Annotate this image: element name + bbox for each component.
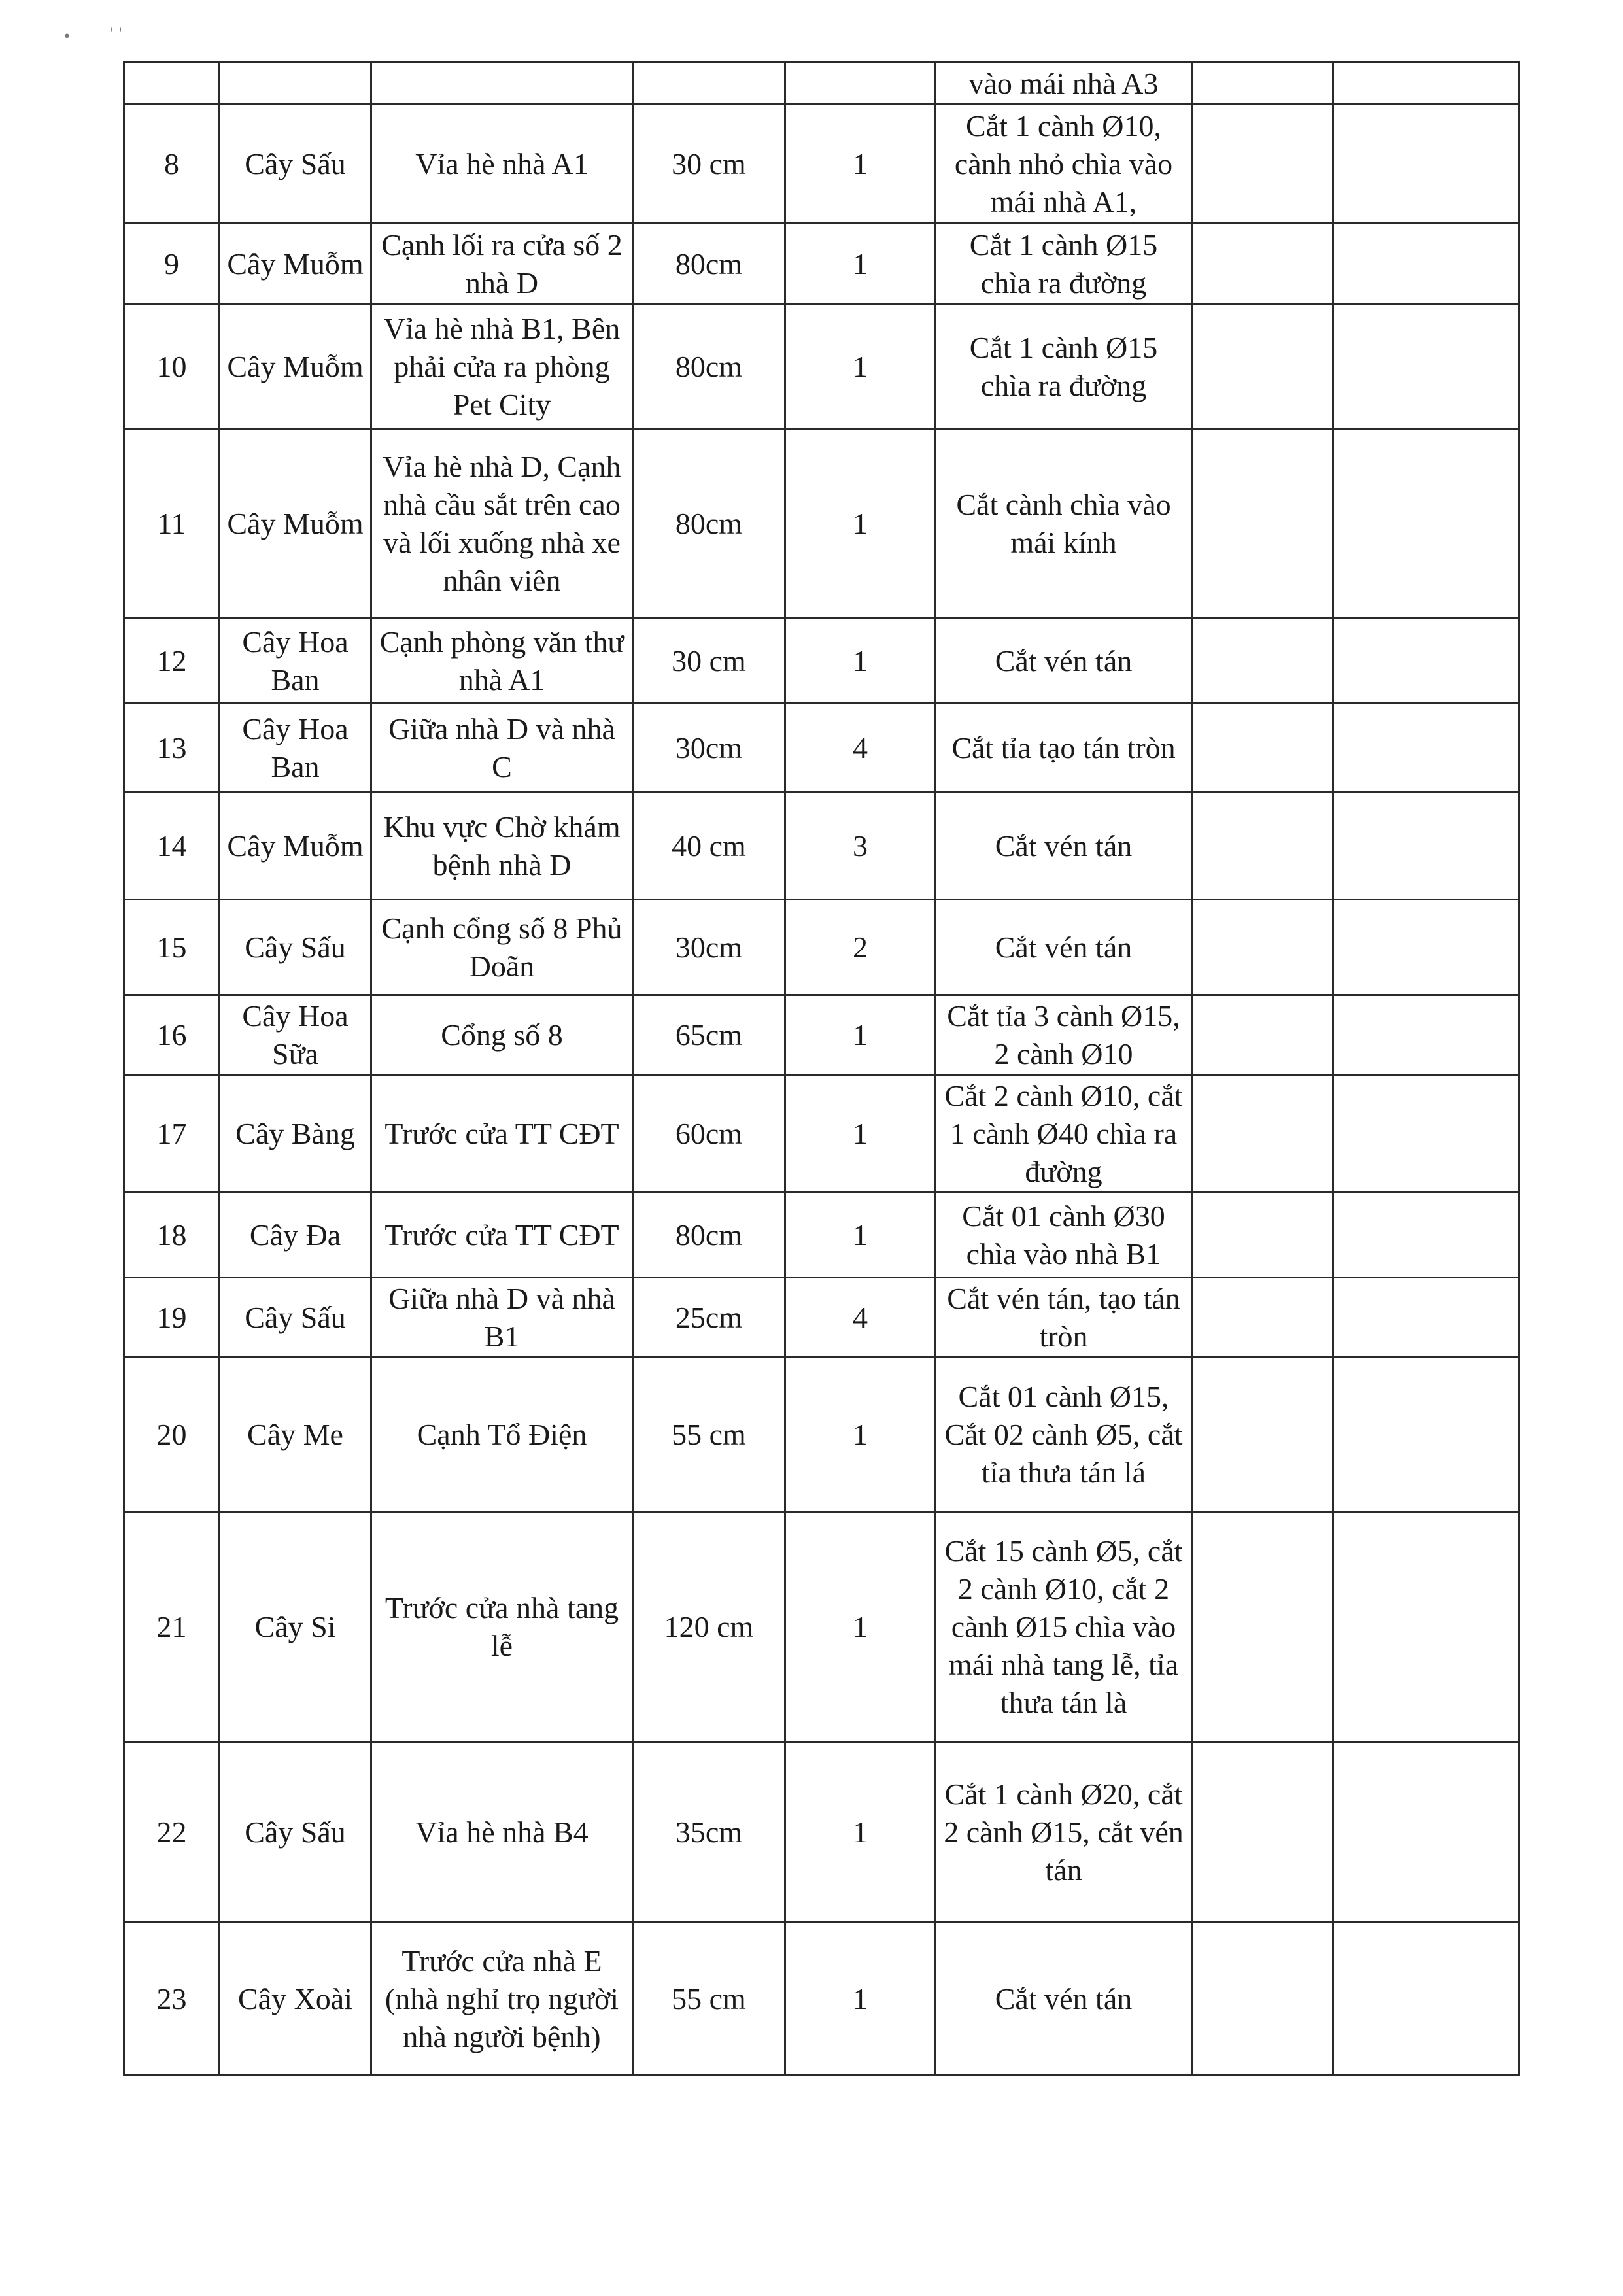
tree-name-cell: Cây Sấu	[220, 1742, 371, 1923]
location-cell: Giữa nhà D và nhà B1	[371, 1278, 633, 1358]
location-cell: Vỉa hè nhà B1, Bên phải cửa ra phòng Pet City	[371, 305, 633, 429]
empty-cell	[1333, 305, 1520, 429]
row-number-cell: 9	[124, 224, 220, 305]
location-cell	[371, 63, 633, 105]
empty-cell	[1333, 1512, 1520, 1742]
empty-cell	[1333, 429, 1520, 619]
tree-name-cell: Cây Muỗm	[220, 429, 371, 619]
location-cell: Vỉa hè nhà D, Cạnh nhà cầu sắt trên cao và lối xuống nhà xe nhân viên	[371, 429, 633, 619]
row-number-cell: 16	[124, 995, 220, 1075]
empty-cell	[1192, 105, 1333, 224]
empty-cell	[1333, 704, 1520, 793]
quantity-cell: 1	[785, 1923, 936, 2076]
quantity-cell: 1	[785, 995, 936, 1075]
empty-cell	[1192, 619, 1333, 704]
empty-cell	[1333, 995, 1520, 1075]
work-description-cell: Cắt vén tán	[936, 900, 1192, 995]
empty-cell	[1333, 63, 1520, 105]
table-row	[124, 63, 1520, 105]
row-number-cell: 18	[124, 1193, 220, 1278]
empty-cell	[1192, 1742, 1333, 1923]
table-row	[124, 1278, 1520, 1358]
quantity-cell: 1	[785, 1075, 936, 1193]
work-description-cell: Cắt 1 cành Ø20, cắt 2 cành Ø15, cắt vén tán	[936, 1742, 1192, 1923]
empty-cell	[1333, 1075, 1520, 1193]
table-row	[124, 793, 1520, 900]
work-description-cell: Cắt vén tán	[936, 793, 1192, 900]
quantity-cell: 1	[785, 105, 936, 224]
row-number-cell: 19	[124, 1278, 220, 1358]
work-description-cell: Cắt 1 cành Ø15 chìa ra đường	[936, 224, 1192, 305]
location-cell: Trước cửa nhà E (nhà nghỉ trọ người nhà người bệnh)	[371, 1923, 633, 2076]
location-cell: Giữa nhà D và nhà C	[371, 704, 633, 793]
quantity-cell: 4	[785, 1278, 936, 1358]
empty-cell	[1192, 1358, 1333, 1512]
tree-name-cell: Cây Sấu	[220, 900, 371, 995]
tree-name-cell: Cây Xoài	[220, 1923, 371, 2076]
tree-name-cell: Cây Sấu	[220, 105, 371, 224]
diameter-cell: 80cm	[633, 224, 785, 305]
work-description-cell: Cắt tỉa tạo tán tròn	[936, 704, 1192, 793]
work-description-cell: Cắt 01 cành Ø15, Cắt 02 cành Ø5, cắt tỉa thưa tán lá	[936, 1358, 1192, 1512]
empty-cell	[1333, 793, 1520, 900]
scan-mark-left: •	[63, 29, 71, 45]
location-cell: Cạnh phòng văn thư nhà A1	[371, 619, 633, 704]
table-row	[124, 1358, 1520, 1512]
diameter-cell: 30cm	[633, 900, 785, 995]
work-description-cell: Cắt 15 cành Ø5, cắt 2 cành Ø10, cắt 2 cành Ø15 chìa vào mái nhà tang lễ, tỉa thưa tán là	[936, 1512, 1192, 1742]
table-row	[124, 1075, 1520, 1193]
empty-cell	[1333, 105, 1520, 224]
work-description-cell: Cắt vén tán	[936, 619, 1192, 704]
row-number-cell: 21	[124, 1512, 220, 1742]
quantity-cell: 1	[785, 1358, 936, 1512]
tree-name-cell: Cây Bàng	[220, 1075, 371, 1193]
quantity-cell: 1	[785, 429, 936, 619]
location-cell: Vỉa hè nhà B4	[371, 1742, 633, 1923]
diameter-cell: 80cm	[633, 1193, 785, 1278]
work-description-cell: Cắt vén tán, tạo tán tròn	[936, 1278, 1192, 1358]
empty-cell	[1192, 1923, 1333, 2076]
row-number-cell: 17	[124, 1075, 220, 1193]
table-row	[124, 704, 1520, 793]
empty-cell	[1333, 1193, 1520, 1278]
location-cell: Vỉa hè nhà A1	[371, 105, 633, 224]
row-number-cell: 13	[124, 704, 220, 793]
tree-name-cell: Cây Si	[220, 1512, 371, 1742]
scan-mark-right: ' '	[110, 26, 123, 43]
diameter-cell: 80cm	[633, 305, 785, 429]
table-row	[124, 1512, 1520, 1742]
empty-cell	[1192, 1278, 1333, 1358]
empty-cell	[1192, 224, 1333, 305]
empty-cell	[1333, 900, 1520, 995]
tree-name-cell: Cây Sấu	[220, 1278, 371, 1358]
tree-name-cell: Cây Muỗm	[220, 793, 371, 900]
diameter-cell: 120 cm	[633, 1512, 785, 1742]
row-number-cell: 11	[124, 429, 220, 619]
work-description-cell: Cắt 1 cành Ø10, cành nhỏ chìa vào mái nhà A1,	[936, 105, 1192, 224]
quantity-cell: 4	[785, 704, 936, 793]
empty-cell	[1192, 995, 1333, 1075]
location-cell: Trước cửa TT CĐT	[371, 1193, 633, 1278]
diameter-cell: 25cm	[633, 1278, 785, 1358]
diameter-cell: 35cm	[633, 1742, 785, 1923]
empty-cell	[1333, 1923, 1520, 2076]
diameter-cell: 60cm	[633, 1075, 785, 1193]
tree-name-cell	[220, 63, 371, 105]
empty-cell	[1192, 429, 1333, 619]
empty-cell	[1192, 704, 1333, 793]
quantity-cell: 2	[785, 900, 936, 995]
row-number-cell: 8	[124, 105, 220, 224]
row-number-cell: 22	[124, 1742, 220, 1923]
location-cell: Trước cửa nhà tang lễ	[371, 1512, 633, 1742]
quantity-cell: 1	[785, 224, 936, 305]
tree-name-cell: Cây Muỗm	[220, 305, 371, 429]
empty-cell	[1192, 1512, 1333, 1742]
table-body	[124, 63, 1520, 2076]
work-description-cell: Cắt vén tán	[936, 1923, 1192, 2076]
quantity-cell: 1	[785, 1512, 936, 1742]
empty-cell	[1192, 900, 1333, 995]
tree-name-cell: Cây Muỗm	[220, 224, 371, 305]
empty-cell	[1333, 1278, 1520, 1358]
empty-cell	[1333, 619, 1520, 704]
table-row	[124, 429, 1520, 619]
diameter-cell: 55 cm	[633, 1923, 785, 2076]
table-row	[124, 619, 1520, 704]
location-cell: Khu vực Chờ khám bệnh nhà D	[371, 793, 633, 900]
tree-name-cell: Cây Hoa Ban	[220, 704, 371, 793]
table-row	[124, 224, 1520, 305]
work-description-cell: vào mái nhà A3	[936, 63, 1192, 105]
diameter-cell: 40 cm	[633, 793, 785, 900]
tree-pruning-table-wrap	[123, 61, 1518, 2076]
location-cell: Trước cửa TT CĐT	[371, 1075, 633, 1193]
work-description-cell: Cắt 2 cành Ø10, cắt 1 cành Ø40 chìa ra đường	[936, 1075, 1192, 1193]
tree-name-cell: Cây Hoa Ban	[220, 619, 371, 704]
diameter-cell: 80cm	[633, 429, 785, 619]
diameter-cell: 55 cm	[633, 1358, 785, 1512]
diameter-cell: 30cm	[633, 704, 785, 793]
empty-cell	[1333, 1742, 1520, 1923]
row-number-cell: 14	[124, 793, 220, 900]
empty-cell	[1192, 1193, 1333, 1278]
tree-name-cell: Cây Me	[220, 1358, 371, 1512]
quantity-cell: 1	[785, 619, 936, 704]
table-row	[124, 995, 1520, 1075]
tree-name-cell: Cây Hoa Sữa	[220, 995, 371, 1075]
work-description-cell: Cắt tỉa 3 cành Ø15, 2 cành Ø10	[936, 995, 1192, 1075]
diameter-cell: 30 cm	[633, 619, 785, 704]
row-number-cell: 15	[124, 900, 220, 995]
tree-name-cell: Cây Đa	[220, 1193, 371, 1278]
table-row	[124, 305, 1520, 429]
quantity-cell	[785, 63, 936, 105]
work-description-cell: Cắt 01 cành Ø30 chìa vào nhà B1	[936, 1193, 1192, 1278]
location-cell: Cổng số 8	[371, 995, 633, 1075]
table-row	[124, 900, 1520, 995]
diameter-cell: 30 cm	[633, 105, 785, 224]
empty-cell	[1333, 224, 1520, 305]
row-number-cell	[124, 63, 220, 105]
diameter-cell: 65cm	[633, 995, 785, 1075]
empty-cell	[1192, 1075, 1333, 1193]
empty-cell	[1192, 63, 1333, 105]
location-cell: Cạnh cổng số 8 Phủ Doãn	[371, 900, 633, 995]
table-row	[124, 1923, 1520, 2076]
table-row	[124, 105, 1520, 224]
work-description-cell: Cắt 1 cành Ø15 chìa ra đường	[936, 305, 1192, 429]
empty-cell	[1192, 305, 1333, 429]
quantity-cell: 1	[785, 305, 936, 429]
table-row	[124, 1742, 1520, 1923]
row-number-cell: 12	[124, 619, 220, 704]
tree-pruning-table	[123, 61, 1520, 2076]
row-number-cell: 20	[124, 1358, 220, 1512]
empty-cell	[1333, 1358, 1520, 1512]
location-cell: Cạnh Tổ Điện	[371, 1358, 633, 1512]
row-number-cell: 10	[124, 305, 220, 429]
diameter-cell	[633, 63, 785, 105]
quantity-cell: 1	[785, 1193, 936, 1278]
work-description-cell: Cắt cành chìa vào mái kính	[936, 429, 1192, 619]
quantity-cell: 1	[785, 1742, 936, 1923]
quantity-cell: 3	[785, 793, 936, 900]
empty-cell	[1192, 793, 1333, 900]
row-number-cell: 23	[124, 1923, 220, 2076]
table-row	[124, 1193, 1520, 1278]
location-cell: Cạnh lối ra cửa số 2 nhà D	[371, 224, 633, 305]
